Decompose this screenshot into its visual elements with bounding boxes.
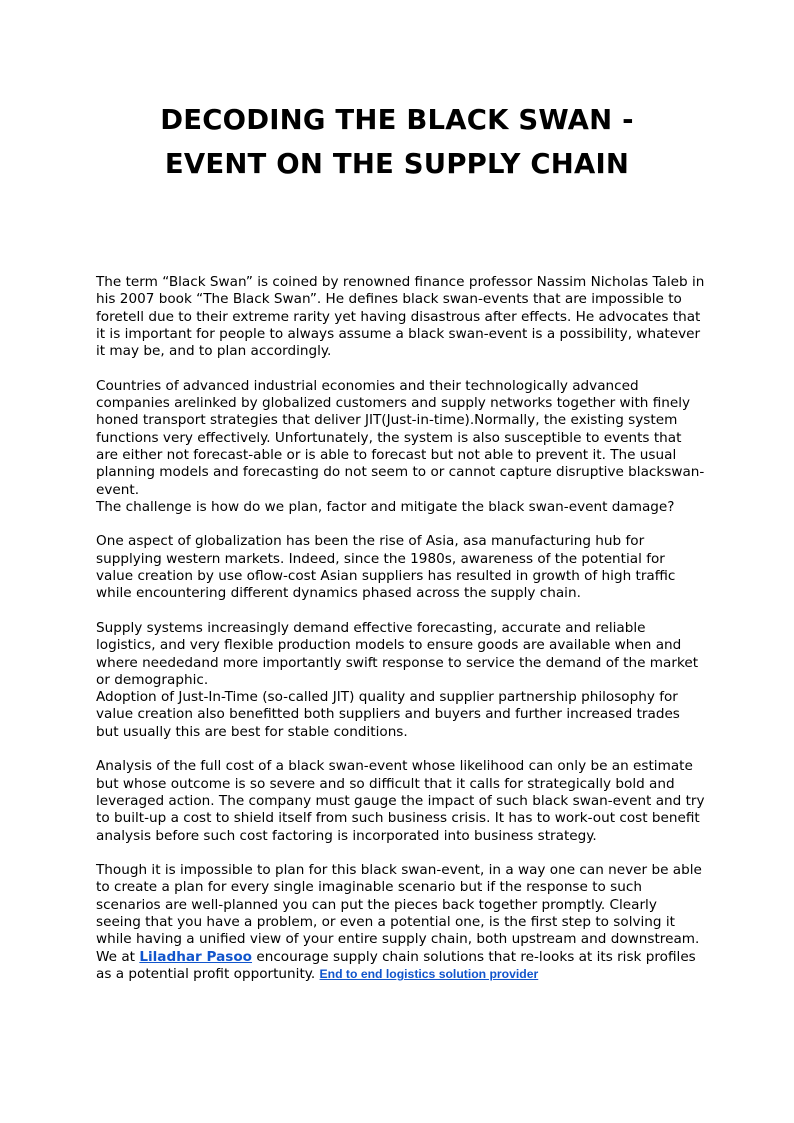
paragraph-closing	[96, 949, 706, 984]
paragraph-planning: Though it is impossible to plan for this black swan-event, in a way one can never be able to create a plan for every single imaginable scenario but if the response to such scenarios are well-planned you can put the pieces back together promptly. Clearly seeing that you have a problem, or even a potential one, is the first step to solving it while having a unified view of your entire supply chain, both upstream and downstream.	[96, 862, 702, 948]
paragraph-supply-systems: Supply systems increasingly demand effective forecasting, accurate and reliable logistics, and very flexible production models to ensure goods are available when and where neededand more importantly swift response to service the demand of the market or demographic.	[96, 619, 699, 688]
paragraph-gap	[96, 360, 706, 377]
paragraph-gap	[96, 516, 706, 533]
paragraph-challenge: The challenge is how do we plan, factor and mitigate the black swan-event damage?	[96, 498, 675, 515]
document-body	[96, 274, 706, 983]
paragraph-black-swan-definition: The term “Black Swan” is coined by renowned finance professor Nassim Nicholas Taleb in his 2007 book “The Black Swan”. He defines black swan-events that are impossible to foretell due to their extreme rarity yet having disastrous after effects. He advocates that it is important for people to always assume a black swan-event is a possibility, whatever it may be, and to plan accordingly.	[96, 274, 705, 360]
document-title	[60, 98, 734, 186]
title-line-1: DECODING THE BLACK SWAN -	[160, 104, 634, 136]
paragraph-gap	[96, 603, 706, 620]
paragraph-globalization: One aspect of globalization has been the rise of Asia, asa manufacturing hub for supplying western markets. Indeed, since the 1980s, awareness of the potential for value creation by use oflow-cost Asian suppliers has resulted in growth of high traffic while encountering different dynamics phased across the supply chain.	[96, 533, 676, 602]
paragraph-cost-analysis: Analysis of the full cost of a black swan-event whose likelihood can only be an estimate but whose outcome is so severe and so difficult that it calls for strategically bold and leveraged action. The company must gauge the impact of such black swan-event and try to built-up a cost to shield itself from such business crisis. It has to work-out cost benefit analysis before such cost factoring is incorporated into business strategy.	[96, 758, 705, 844]
paragraph-jit-adoption: Adoption of Just-In-Time (so-called JIT) quality and supplier partnership philosophy for value creation also benefitted both suppliers and buyers and further increased trades but usually this are best for stable conditions.	[96, 689, 680, 740]
closing-prefix: We at	[96, 948, 140, 965]
paragraph-advanced-economies: Countries of advanced industrial economies and their technologically advanced companies arelinked by globalized customers and supply networks together with finely honed transport strategies that deliver JIT(Just-in-time).Normally, the existing system functions very effectively. Unfortunately, the system is also susceptible to events that are either not forecast-able or is able to forecast but not able to prevent it. The usual planning models and forecasting do not seem to or cannot capture disruptive blackswan-event.	[96, 377, 705, 498]
company-link[interactable]: Liladhar Pasoo	[139, 948, 253, 965]
title-line-2: EVENT ON THE SUPPLY CHAIN	[164, 148, 630, 180]
closing-middle: encourage supply chain solutions that re-looks at its risk profiles as a potential profit opportunity.	[96, 948, 696, 982]
paragraph-gap	[96, 845, 706, 862]
paragraph-gap	[96, 741, 706, 758]
logistics-provider-link[interactable]: End to end logistics solution provider	[319, 966, 539, 981]
